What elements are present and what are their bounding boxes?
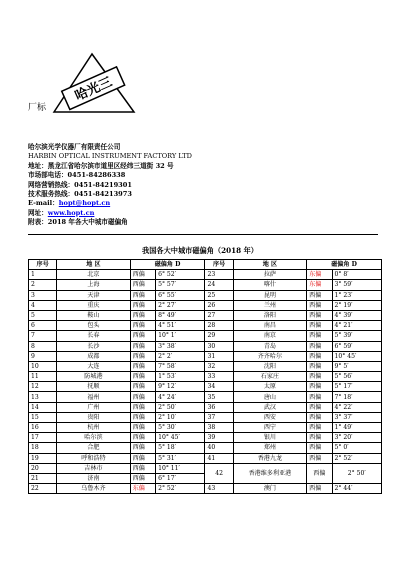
logo-text: 哈光三	[72, 74, 115, 105]
declination-direction: 西偏	[130, 300, 155, 310]
row-number: 42	[205, 463, 233, 483]
row-number: 29	[205, 331, 233, 341]
declination-direction: 西偏	[307, 290, 332, 300]
company-address: 地址：黑龙江省哈尔滨市道里区经纬三道街 32 号	[28, 161, 174, 170]
city-name: 天津	[57, 290, 130, 300]
declination-value: 10° 45′	[156, 433, 205, 443]
declination-direction: 西偏	[130, 321, 155, 331]
table-row	[29, 270, 382, 280]
declination-value: 9° 5′	[332, 361, 381, 371]
city-name: 西安	[233, 412, 306, 422]
declination-value: 1° 53′	[156, 372, 205, 382]
city-name: 成都	[57, 351, 130, 361]
header-no-right: 序号	[205, 260, 233, 270]
declination-value: 6° 52′	[156, 270, 205, 280]
row-number: 4	[29, 300, 57, 310]
row-number: 19	[29, 453, 57, 463]
declination-direction: 西偏	[307, 402, 332, 412]
row-number: 30	[205, 341, 233, 351]
city-name: 石家庄	[233, 372, 306, 382]
company-info	[28, 143, 192, 228]
city-name: 拉萨	[233, 270, 306, 280]
city-name: 长春	[57, 331, 130, 341]
row-number: 33	[205, 372, 233, 382]
table-row	[29, 443, 382, 453]
row-number: 15	[29, 412, 57, 422]
declination-value: 4° 22′	[332, 402, 381, 412]
row-number: 7	[29, 331, 57, 341]
city-name: 沈阳	[233, 361, 306, 371]
city-name: 青岛	[233, 341, 306, 351]
row-number: 25	[205, 290, 233, 300]
declination-value: 2° 50′	[156, 402, 205, 412]
declination-direction: 西偏	[130, 270, 155, 280]
row-number: 3	[29, 290, 57, 300]
declination-value: 4° 51′	[156, 321, 205, 331]
city-name: 广州	[57, 402, 130, 412]
declination-value: 7° 58′	[156, 361, 205, 371]
logo-area	[28, 52, 138, 114]
divider	[28, 234, 378, 235]
city-name: 兰州	[233, 300, 306, 310]
declination-value: 6° 17′	[156, 473, 205, 483]
declination-value: 9° 12′	[156, 382, 205, 392]
declination-direction: 西偏	[130, 463, 155, 473]
declination-direction: 东偏	[307, 270, 332, 280]
row-number: 40	[205, 443, 233, 453]
row-number: 9	[29, 351, 57, 361]
row-number: 22	[29, 484, 57, 494]
table-row	[29, 361, 382, 371]
declination-value: 10° 45′	[332, 351, 381, 361]
row-number: 27	[205, 310, 233, 320]
company-name-cn: 哈尔滨光学仪器厂有限责任公司	[28, 143, 121, 151]
company-sales-hotline: 网络营销热线：0451-84219301	[28, 180, 132, 189]
declination-direction: 西偏	[130, 290, 155, 300]
city-name: 大连	[57, 361, 130, 371]
header-region-left: 地 区	[57, 260, 130, 270]
city-name: 昆明	[233, 290, 306, 300]
declination-direction: 西偏	[307, 321, 332, 331]
declination-direction: 西偏	[307, 463, 332, 483]
declination-direction: 西偏	[130, 392, 155, 402]
declination-value: 4° 24′	[156, 392, 205, 402]
declination-value: 5° 30′	[156, 423, 205, 433]
row-number: 12	[29, 382, 57, 392]
declination-direction: 西偏	[307, 392, 332, 402]
declination-value: 5° 18′	[156, 443, 205, 453]
city-name: 澳门	[233, 484, 306, 494]
row-number: 21	[29, 473, 57, 483]
row-number: 17	[29, 433, 57, 443]
city-name: 武汉	[233, 402, 306, 412]
row-number: 36	[205, 402, 233, 412]
declination-direction: 西偏	[307, 453, 332, 463]
table-row	[29, 300, 382, 310]
city-name: 北京	[57, 270, 130, 280]
row-number: 24	[205, 280, 233, 290]
city-name: 贵阳	[57, 412, 130, 422]
city-name: 吉林市	[57, 463, 130, 473]
appendix-note: 附表：2018 年各大中城市磁偏角	[28, 218, 128, 227]
declination-value: 2° 10′	[156, 412, 205, 422]
city-name: 防城港	[57, 372, 130, 382]
declination-direction: 西偏	[307, 372, 332, 382]
table-row	[29, 372, 382, 382]
declination-value: 4° 21′	[332, 321, 381, 331]
header-no-left: 序号	[29, 260, 57, 270]
declination-direction: 西偏	[307, 433, 332, 443]
city-name: 福州	[57, 392, 130, 402]
table-header-row	[29, 260, 382, 270]
city-name: 上海	[57, 280, 130, 290]
company-market-phone: 市场部电话：0451-84286338	[28, 171, 126, 180]
city-name: 太原	[233, 382, 306, 392]
city-name: 郑州	[233, 443, 306, 453]
email-label: E-mail：	[28, 199, 59, 208]
declination-direction: 西偏	[130, 402, 155, 412]
declination-direction: 西偏	[130, 423, 155, 433]
header-region-right: 地 区	[233, 260, 306, 270]
row-number: 8	[29, 341, 57, 351]
declination-value: 6° 55′	[156, 290, 205, 300]
city-name: 齐齐哈尔	[233, 351, 306, 361]
row-number: 1	[29, 270, 57, 280]
table-row	[29, 412, 382, 422]
declination-value: 8° 49′	[156, 310, 205, 320]
declination-value: 1° 23′	[332, 290, 381, 300]
row-number: 43	[205, 484, 233, 494]
table-row	[29, 321, 382, 331]
city-name: 呼和浩特	[57, 453, 130, 463]
table-row	[29, 423, 382, 433]
declination-direction: 西偏	[307, 341, 332, 351]
city-name: 包头	[57, 321, 130, 331]
declination-value: 5° 0′	[332, 443, 381, 453]
city-name: 银川	[233, 433, 306, 443]
declination-value: 5° 17′	[332, 382, 381, 392]
city-name: 香港维多利亚港	[233, 463, 306, 483]
declination-direction: 西偏	[130, 280, 155, 290]
row-number: 32	[205, 361, 233, 371]
city-name: 南昌	[233, 321, 306, 331]
web-link[interactable]: www.hopt.cn	[47, 208, 95, 217]
city-name: 喀什	[233, 280, 306, 290]
city-name: 抚顺	[57, 382, 130, 392]
declination-direction: 西偏	[307, 382, 332, 392]
factory-logo-icon	[52, 52, 136, 114]
declination-direction: 西偏	[307, 423, 332, 433]
declination-direction: 西偏	[130, 372, 155, 382]
row-number: 13	[29, 392, 57, 402]
city-name: 哈尔滨	[57, 433, 130, 443]
declination-direction: 西偏	[130, 453, 155, 463]
declination-value: 10° 1′	[156, 331, 205, 341]
table-row	[29, 484, 382, 494]
declination-direction: 西偏	[130, 443, 155, 453]
table-row	[29, 310, 382, 320]
row-number: 18	[29, 443, 57, 453]
row-number: 2	[29, 280, 57, 290]
declination-value: 2° 52′	[332, 453, 381, 463]
declination-direction: 西偏	[130, 473, 155, 483]
table-row	[29, 402, 382, 412]
table-row	[29, 382, 382, 392]
table-title: 我国各大中城市磁偏角（2018 年）	[142, 246, 258, 255]
declination-value: 2° 27′	[156, 300, 205, 310]
row-number: 37	[205, 412, 233, 422]
declination-value: 2° 44′	[332, 484, 381, 494]
row-number: 23	[205, 270, 233, 280]
declination-table	[28, 259, 382, 494]
city-name: 南京	[233, 331, 306, 341]
table-row	[29, 463, 382, 473]
row-number: 34	[205, 382, 233, 392]
company-email-line	[28, 199, 192, 208]
table-row	[29, 331, 382, 341]
declination-value: 2° 19′	[332, 300, 381, 310]
declination-value: 6° 59′	[332, 341, 381, 351]
declination-value: 2° 52′	[156, 484, 205, 494]
city-name: 香港九龙	[233, 453, 306, 463]
city-name: 唐山	[233, 392, 306, 402]
table-row	[29, 351, 382, 361]
declination-direction: 西偏	[307, 300, 332, 310]
web-label: 网址：	[28, 208, 48, 217]
declination-value: 5° 39′	[332, 331, 381, 341]
declination-value: 2° 2′	[156, 351, 205, 361]
row-number: 14	[29, 402, 57, 412]
declination-value: 4° 39′	[332, 310, 381, 320]
declination-direction: 西偏	[307, 443, 332, 453]
declination-value: 5° 31′	[156, 453, 205, 463]
declination-value: 3° 59′	[332, 280, 381, 290]
declination-direction: 西偏	[307, 351, 332, 361]
email-link[interactable]: hopt@hopt.cn	[58, 199, 111, 208]
declination-value: 3° 20′	[332, 433, 381, 443]
row-number: 26	[205, 300, 233, 310]
declination-direction: 西偏	[307, 484, 332, 494]
declination-value: 3° 38′	[156, 341, 205, 351]
declination-direction: 西偏	[307, 361, 332, 371]
declination-direction: 西偏	[130, 331, 155, 341]
company-service-hotline: 技术服务热线：0451-84213973	[28, 190, 132, 199]
declination-value: 10° 11′	[156, 463, 205, 473]
table-row	[29, 290, 382, 300]
row-number: 5	[29, 310, 57, 320]
declination-value: 0° 8′	[332, 270, 381, 280]
logo-label: 厂标	[28, 103, 47, 113]
city-name: 西宁	[233, 423, 306, 433]
city-name: 合肥	[57, 443, 130, 453]
header-decl-left: 磁偏角 D	[130, 260, 205, 270]
city-name: 乌鲁木齐	[57, 484, 130, 494]
declination-direction: 东偏	[307, 280, 332, 290]
table-row	[29, 392, 382, 402]
row-number: 20	[29, 463, 57, 473]
declination-direction: 西偏	[130, 433, 155, 443]
table-row	[29, 341, 382, 351]
declination-value: 5° 57′	[156, 280, 205, 290]
city-name: 鞍山	[57, 310, 130, 320]
table-row	[29, 280, 382, 290]
declination-value: 2° 50′	[332, 463, 381, 483]
row-number: 10	[29, 361, 57, 371]
table-row	[29, 453, 382, 463]
city-name: 长沙	[57, 341, 130, 351]
company-name-en: HARBIN OPTICAL INSTRUMENT FACTORY LTD	[28, 152, 192, 161]
header-decl-right: 磁偏角 D	[307, 260, 382, 270]
city-name: 洛阳	[233, 310, 306, 320]
declination-direction: 东偏	[130, 484, 155, 494]
declination-direction: 西偏	[130, 412, 155, 422]
table-row	[29, 433, 382, 443]
declination-direction: 西偏	[130, 361, 155, 371]
declination-value: 3° 37′	[332, 412, 381, 422]
declination-direction: 西偏	[130, 351, 155, 361]
city-name: 重庆	[57, 300, 130, 310]
row-number: 11	[29, 372, 57, 382]
city-name: 济南	[57, 473, 130, 483]
row-number: 28	[205, 321, 233, 331]
row-number: 16	[29, 423, 57, 433]
row-number: 35	[205, 392, 233, 402]
declination-direction: 西偏	[307, 310, 332, 320]
declination-direction: 西偏	[307, 331, 332, 341]
declination-value: 1° 49′	[332, 423, 381, 433]
row-number: 31	[205, 351, 233, 361]
row-number: 39	[205, 433, 233, 443]
declination-value: 7° 18′	[332, 392, 381, 402]
declination-direction: 西偏	[307, 412, 332, 422]
row-number: 41	[205, 453, 233, 463]
declination-direction: 西偏	[130, 310, 155, 320]
city-name: 杭州	[57, 423, 130, 433]
declination-direction: 西偏	[130, 382, 155, 392]
declination-value: 5° 56′	[332, 372, 381, 382]
declination-direction: 西偏	[130, 341, 155, 351]
row-number: 38	[205, 423, 233, 433]
row-number: 6	[29, 321, 57, 331]
company-web-line	[28, 209, 192, 218]
